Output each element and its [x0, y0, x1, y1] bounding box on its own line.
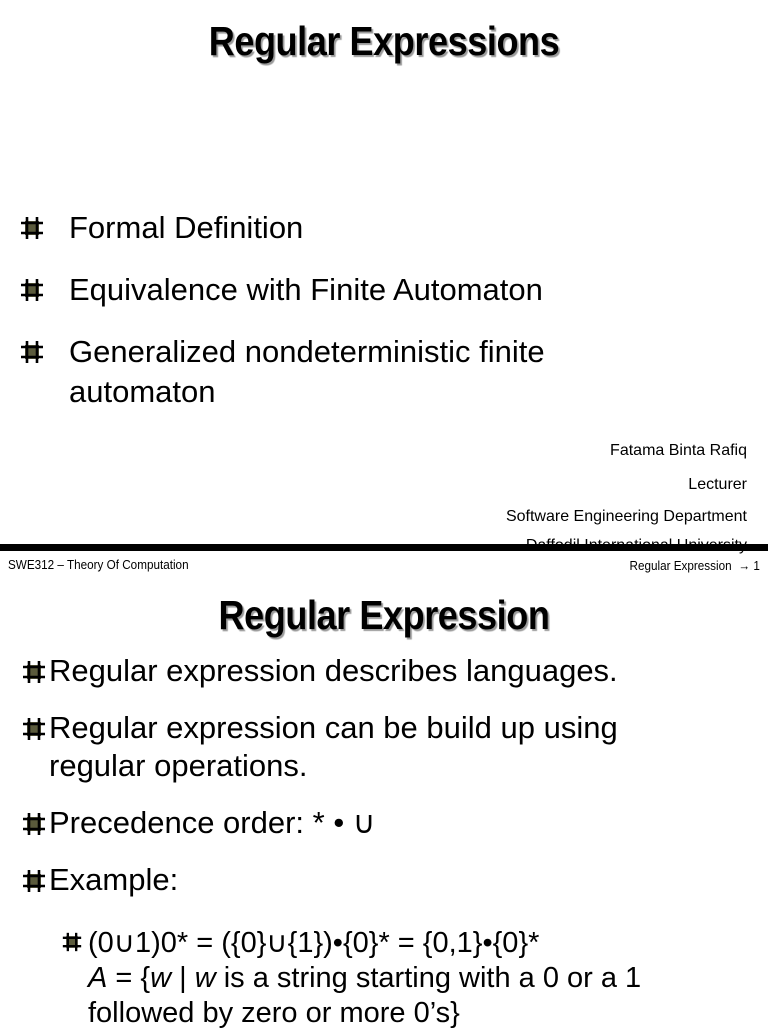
- author-role: Lecturer: [688, 476, 747, 493]
- list-item: [20, 332, 640, 412]
- bullet-text: Precedence order: * • ∪: [49, 805, 376, 840]
- example-set-definition: [88, 961, 742, 1031]
- slide-title: Regular Expressions: [208, 18, 560, 64]
- author-name: Fatama Binta Rafiq: [610, 442, 747, 459]
- set-variable: w: [150, 962, 172, 994]
- bullet-list: [20, 208, 640, 434]
- bullet-list: [22, 652, 722, 918]
- hash-bullet-icon: [22, 717, 46, 741]
- set-description: is a string starting with a 0 or a 1 followed by zero or more 0’s}: [88, 962, 642, 1029]
- example-expression: (0∪1)0* = ({0}∪{1})•{0}* = {0,1}•{0}*: [88, 927, 540, 959]
- list-item: [22, 861, 722, 899]
- arrow-right-icon: →: [738, 558, 751, 573]
- footer-slide-label: Regular Expression: [629, 558, 732, 573]
- list-item: [22, 709, 722, 785]
- bullet-text: Regular expression can be build up using regular operations.: [49, 710, 618, 783]
- hash-bullet-icon: [20, 278, 44, 302]
- hash-bullet-icon: [62, 932, 82, 952]
- slide-2: [0, 552, 768, 1029]
- bullet-text: Formal Definition: [69, 210, 304, 245]
- bullet-text: Generalized nondeterministic finite automaton: [69, 334, 545, 409]
- list-item: [22, 652, 722, 690]
- hash-bullet-icon: [20, 216, 44, 240]
- set-separator: |: [171, 962, 195, 994]
- hash-bullet-icon: [22, 869, 46, 893]
- footer-page-number: 1: [753, 558, 760, 573]
- set-name: A: [88, 962, 108, 994]
- bullet-text: Equivalence with Finite Automaton: [69, 272, 543, 307]
- set-open: = {: [107, 962, 151, 994]
- footer-course: SWE312 – Theory Of Computation: [8, 557, 189, 572]
- bullet-text: Regular expression describes languages.: [49, 653, 618, 688]
- set-variable: w: [194, 962, 216, 994]
- hash-bullet-icon: [20, 340, 44, 364]
- hash-bullet-icon: [22, 812, 46, 836]
- author-department: Software Engineering Department: [505, 508, 747, 525]
- hash-bullet-icon: [22, 660, 46, 684]
- slide-title: Regular Expression: [218, 592, 550, 638]
- list-item: [20, 270, 640, 310]
- list-item: [20, 208, 640, 248]
- sub-bullet-list: [62, 926, 742, 1031]
- list-item: [22, 804, 722, 842]
- list-item: [62, 926, 742, 1031]
- bullet-text: Example:: [49, 862, 179, 897]
- slide-divider: [0, 544, 768, 551]
